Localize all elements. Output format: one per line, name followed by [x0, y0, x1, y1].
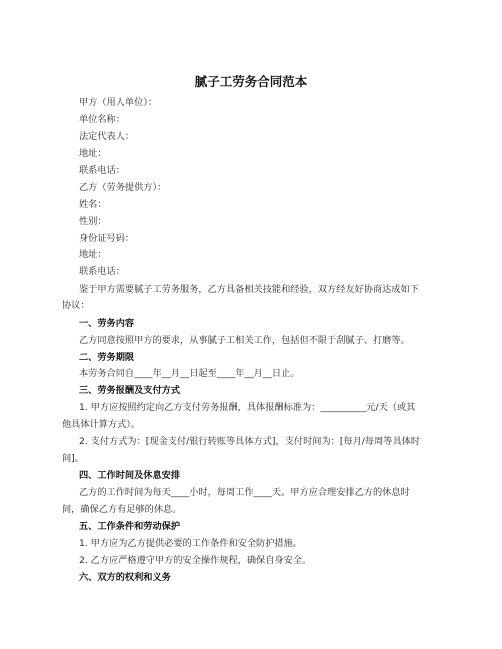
section-3-item-1-line1: 1. 甲方应按照约定向乙方支付劳务报酬，具体报酬标准为：__________元/天（或其	[79, 402, 416, 413]
section-3-heading: 三、劳务报酬及支付方式	[79, 385, 181, 396]
intro-paragraph-line2: 协议：	[62, 300, 90, 311]
party-b-id-number: 身份证号码：	[79, 233, 135, 244]
party-b-gender: 性别：	[79, 216, 107, 227]
section-4-heading: 四、工作时间及休息安排	[79, 470, 181, 481]
section-2-text: 本劳务合同自____年__月__日起至____年__月__日止。	[79, 368, 300, 379]
party-a-address: 地址：	[79, 148, 107, 159]
party-b-name: 姓名：	[79, 199, 107, 210]
document-title: 腻子工劳务合同范本	[194, 74, 308, 89]
party-b-phone: 联系电话：	[79, 266, 125, 277]
party-a-legal-rep: 法定代表人：	[79, 131, 135, 142]
intro-paragraph-line1: 鉴于甲方需要腻子工劳务服务，乙方具备相关技能和经验，双方经友好协商达成如下	[79, 284, 419, 295]
section-1-heading: 一、劳务内容	[79, 318, 135, 329]
section-3-item-2-line2: 间]。	[62, 453, 84, 464]
section-4-line2: 间，确保乙方有足够的休息。	[62, 504, 182, 515]
section-3-item-2-line1: 2. 支付方式为：[现金支付/银行转账等具体方式]，支付时间为：[每月/每周等具体时	[79, 436, 421, 447]
party-a-label: 甲方（用人单位）：	[79, 97, 158, 108]
section-1-text: 乙方同意按照甲方的要求，从事腻子工相关工作，包括但不限于刮腻子、打磨等。	[79, 335, 410, 346]
section-2-heading: 二、劳务期限	[79, 352, 135, 363]
section-5-item-1: 1. 甲方应为乙方提供必要的工作条件和安全防护措施。	[79, 538, 302, 549]
party-a-company: 单位名称：	[79, 114, 125, 125]
section-3-item-1-line2: 他具体计算方式）。	[62, 419, 141, 430]
section-5-heading: 五、工作条件和劳动保护	[79, 521, 181, 532]
section-4-line1: 乙方的工作时间为每天____小时，每周工作____天。甲方应合理安排乙方的休息时	[79, 487, 410, 498]
party-b-address: 地址：	[79, 249, 107, 260]
section-6-heading: 六、双方的权利和义务	[79, 572, 171, 583]
party-b-label: 乙方（劳务提供方）：	[79, 182, 167, 193]
party-a-phone: 联系电话：	[79, 165, 125, 176]
section-5-item-2: 2. 乙方应严格遵守甲方的安全操作规程，确保自身安全。	[79, 555, 312, 566]
